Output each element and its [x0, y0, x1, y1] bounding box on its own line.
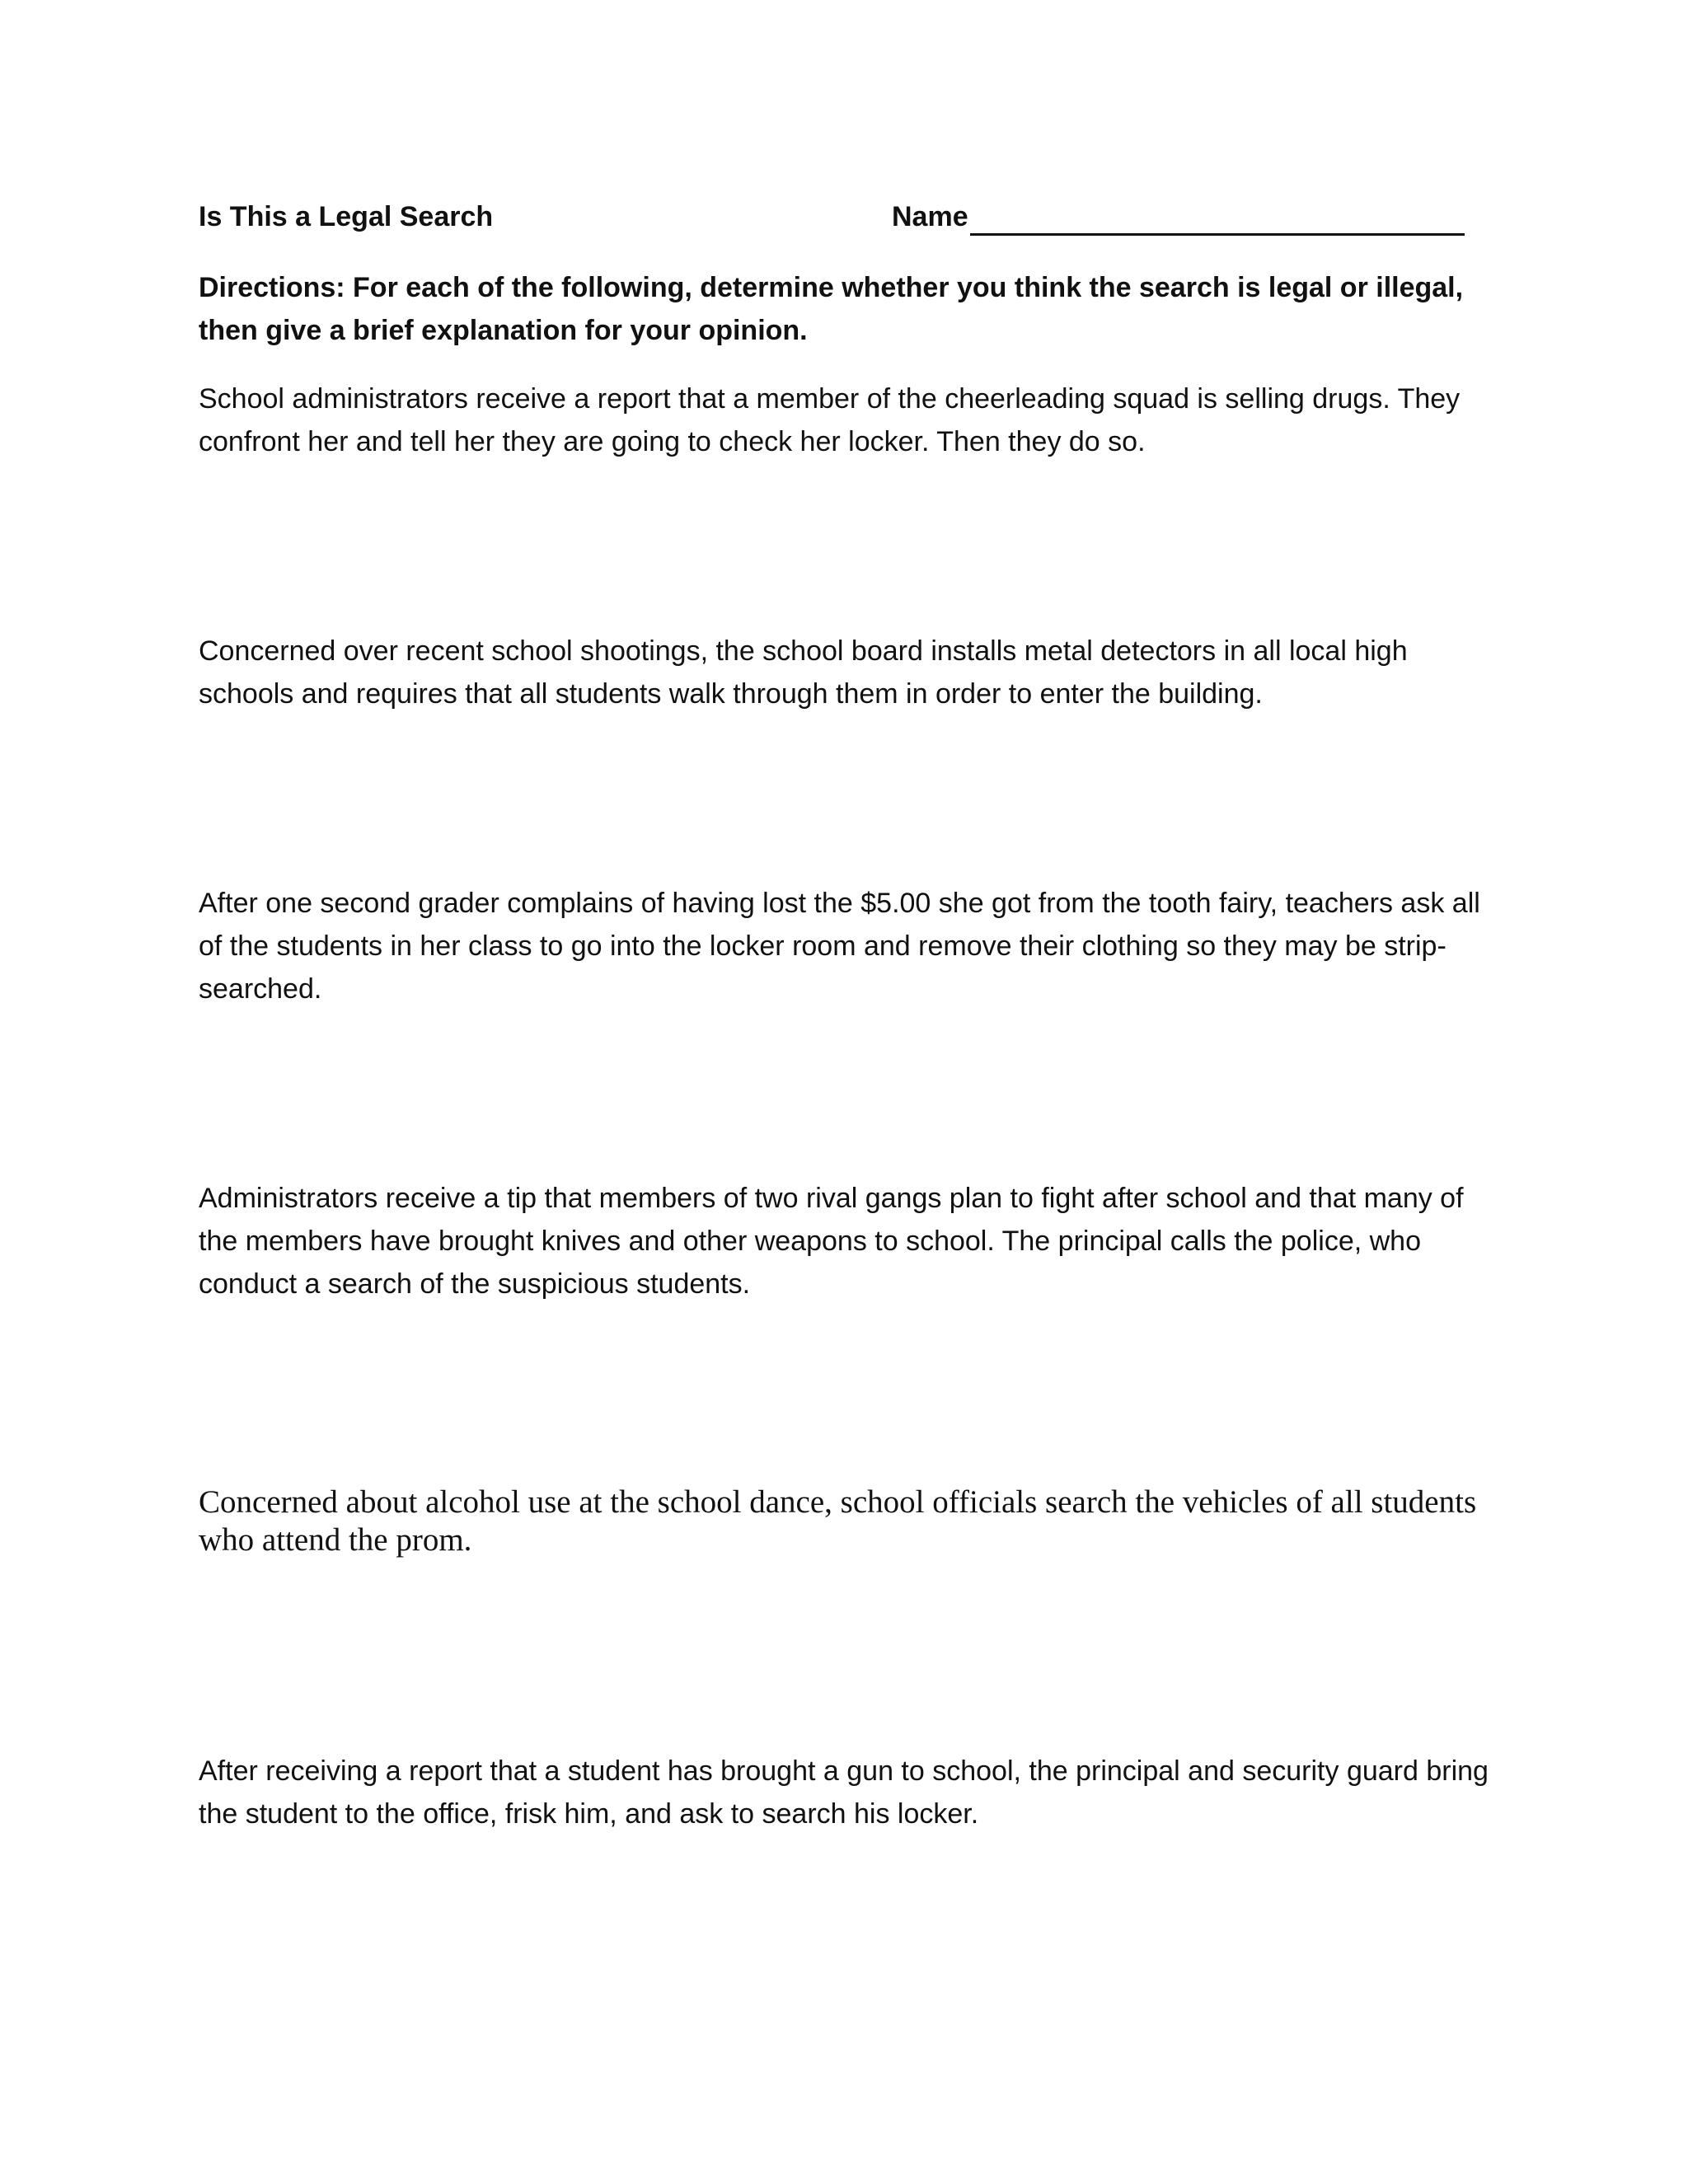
scenario-4: Administrators receive a tip that members of two rival gangs plan to fight after school and that many of the members have brought knives and other weapons to school. The principal calls the police, who conduct a search of the suspicious students. [199, 1183, 1464, 1300]
scenario-6: After receiving a report that a student has brought a gun to school, the principal and security guard bring the student to the office, frisk him, and ask to search his locker. [199, 1755, 1489, 1830]
name-label: Name [892, 201, 968, 232]
scenario-2: Concerned over recent school shootings, the school board installs metal detectors in all local high schools and requires that all students walk through them in order to enter the building. [199, 635, 1408, 710]
worksheet-title: Is This a Legal Search [199, 201, 494, 232]
name-blank-line [970, 204, 1465, 236]
scenario-5: Concerned about alcohol use at the school dance, school officials search the vehicles of all students who attend the prom. [199, 1484, 1477, 1558]
directions-text: Directions: For each of the following, determine whether you think the search is legal or illegal, then give a brief explanation for your opinion. [199, 272, 1464, 346]
name-field [892, 198, 1465, 236]
scenario-1: School administrators receive a report that a member of the cheerleading squad is selling drugs. They confront her and tell her they are going to check her locker. Then they do so. [199, 383, 1461, 457]
scenario-3: After one second grader complains of having lost the $5.00 she got from the tooth fairy, teachers ask all of the students in her class to go into the locker room and remove their clothing so they may be strip-searched. [199, 888, 1480, 1005]
